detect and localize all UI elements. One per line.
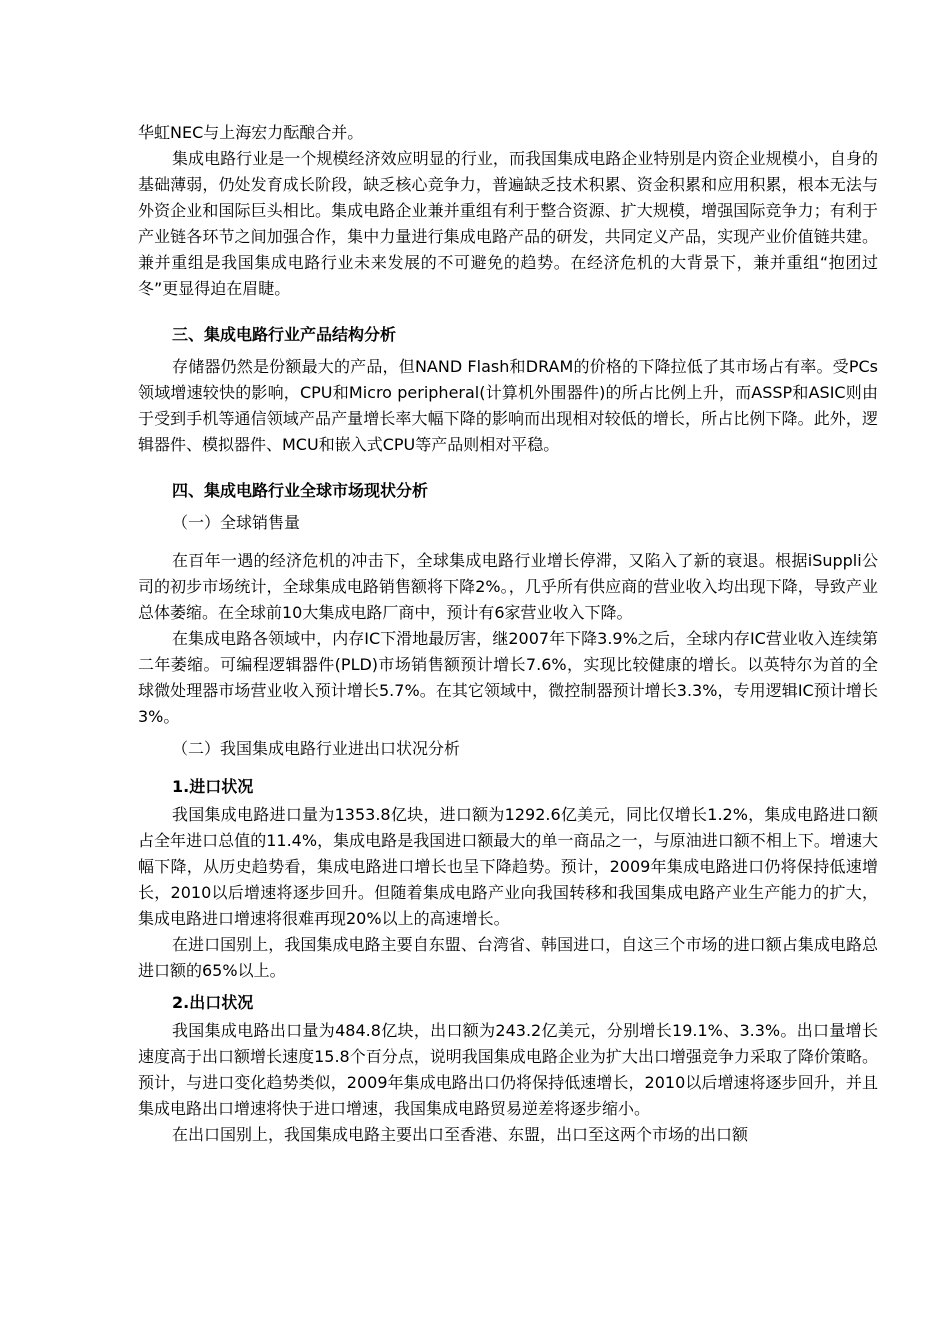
products-paragraph: 存储器仍然是份额最大的产品，但NAND Flash和DRAM的价格的下降拉低了其市场占有率。受PCs领域增速较快的影响，CPU和Micro peripheral(计算机外围器件)的所占比例上升，而ASSP和ASIC则由于受到手机等通信领域产品产量增长率大幅下降的影响而出现相对较低的增长，所占比例下降。此外，逻辑器件、模拟器件、MCU和嵌入式CPU等产品则相对平稳。 [138, 357, 878, 454]
global-sales-paragraph-1: 在百年一遇的经济危机的冲击下，全球集成电路行业增长停滞，又陷入了新的衰退。根据iSuppli公司的初步市场统计，全球集成电路销售额将下降2%。，几乎所有供应商的营业收入均出现下降，导致产业总体萎缩。在全球前10大集成电路厂商中，预计有6家营业收入下降。 [138, 551, 878, 622]
section-heading-global-market: 四、集成电路行业全球市场现状分析 [172, 481, 429, 500]
numbered-heading-import: 1.进口状况 [172, 777, 254, 796]
export-paragraph-1: 我国集成电路出口量为484.8亿块，出口额为243.2亿美元，分别增长19.1%、3.3%。出口量增长速度高于出口额增长速度15.8个百分点，说明我国集成电路企业为扩大出口增强竞争力采取了降价策略。预计，与进口变化趋势类似，2009年集成电路出口仍将保持低速增长，2010以后增速将逐步回升，并且集成电路出口增速将快于进口增速，我国集成电路贸易逆差将逐步缩小。 [138, 1021, 878, 1118]
intro-tail-paragraph: 华虹NEC与上海宏力酝酿合并。 [138, 123, 364, 142]
subheading-import-export: （二）我国集成电路行业进出口状况分析 [172, 739, 461, 758]
import-paragraph-2: 在进口国别上，我国集成电路主要自东盟、台湾省、韩国进口，自这三个市场的进口额占集成电路总进口额的65%以上。 [138, 935, 878, 980]
export-paragraph-2: 在出口国别上，我国集成电路主要出口至香港、东盟，出口至这两个市场的出口额 [172, 1125, 749, 1144]
global-sales-paragraph-2: 在集成电路各领域中，内存IC下滑地最厉害，继2007年下降3.9%之后，全球内存IC营业收入连续第二年萎缩。可编程逻辑器件(PLD)市场销售额预计增长7.6%，实现比较健康的增长。以英特尔为首的全球微处理器市场营业收入预计增长5.7%。在其它领域中，微控制器预计增长3.3%，专用逻辑IC预计增长3%。 [138, 629, 878, 726]
document-page [138, 120, 878, 1148]
merger-paragraph: 集成电路行业是一个规模经济效应明显的行业，而我国集成电路企业特别是内资企业规模小，自身的基础薄弱，仍处发育成长阶段，缺乏核心竞争力，普遍缺乏技术积累、资金积累和应用积累，根本无法与外资企业和国际巨头相比。集成电路企业兼并重组有利于整合资源、扩大规模，增强国际竞争力；有利于产业链各环节之间加强合作，集中力量进行集成电路产品的研发，共同定义产品，实现产业价值链共建。兼并重组是我国集成电路行业未来发展的不可避免的趋势。在经济危机的大背景下，兼并重组“抱团过冬”更显得迫在眉睫。 [138, 149, 878, 298]
section-heading-product-structure: 三、集成电路行业产品结构分析 [172, 325, 397, 344]
subheading-global-sales: （一）全球销售量 [172, 513, 301, 532]
numbered-heading-export: 2.出口状况 [172, 993, 254, 1012]
import-paragraph-1: 我国集成电路进口量为1353.8亿块，进口额为1292.6亿美元，同比仅增长1.2%，集成电路进口额占全年进口总值的11.4%，集成电路是我国进口额最大的单一商品之一，与原油进口额不相上下。增速大幅下降，从历史趋势看，集成电路进口增长也呈下降趋势。预计，2009年集成电路进口仍将保持低速增长，2010以后增速将逐步回升。但随着集成电路产业向我国转移和我国集成电路产业生产能力的扩大，集成电路进口增速将很难再现20%以上的高速增长。 [138, 805, 878, 928]
